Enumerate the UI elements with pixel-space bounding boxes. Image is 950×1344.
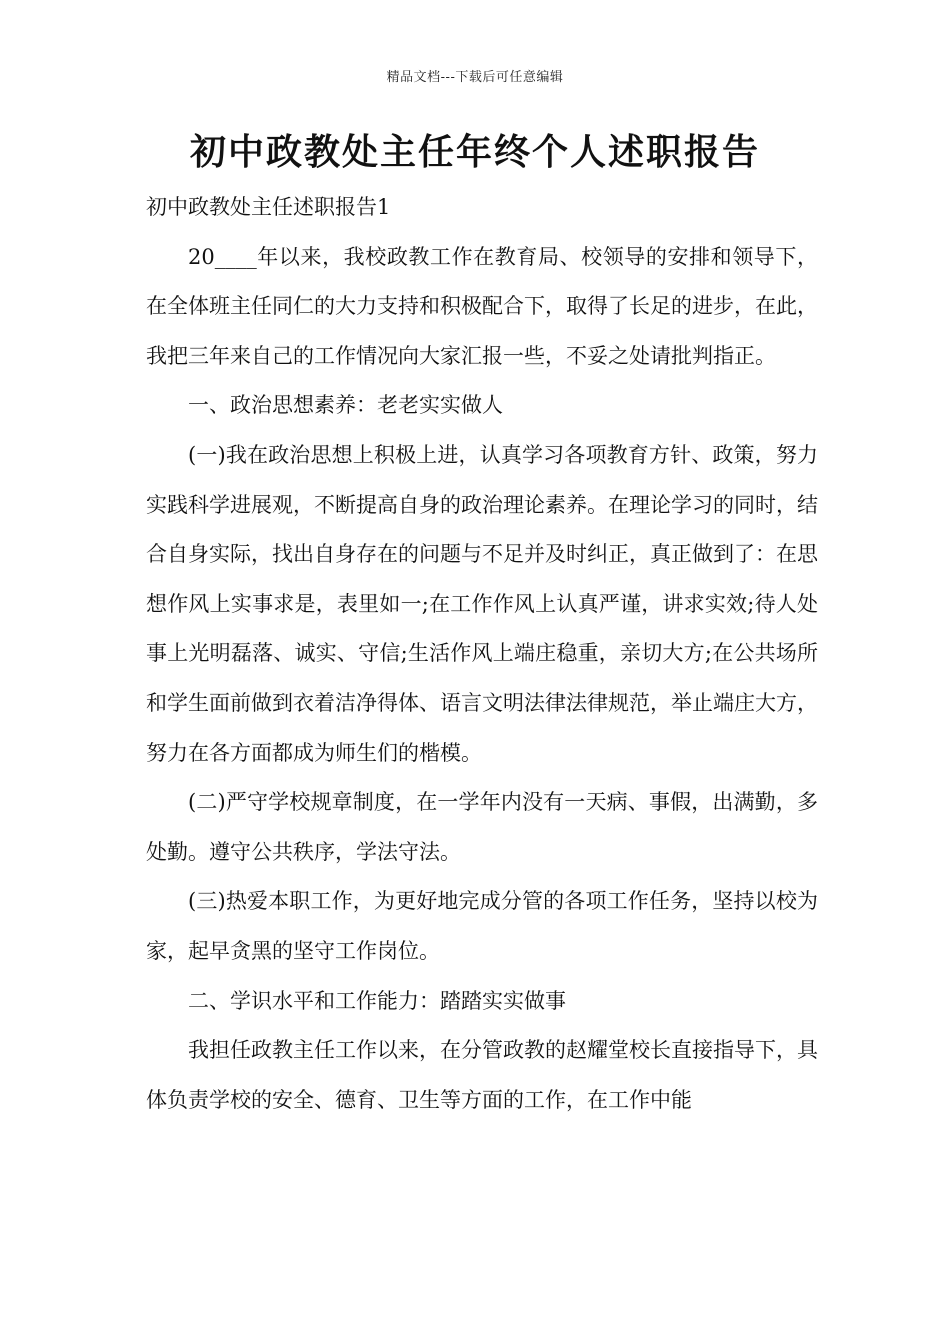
header-note: 精品文档---下载后可任意编辑 [386, 70, 564, 85]
paragraph-item-2: (二)严守学校规章制度，在一学年内没有一天病、事假，出满勤，多处勤。遵守公共秩序，学法守法。 [146, 790, 818, 864]
paragraph-work: 我担任政教主任工作以来，在分管政教的赵耀堂校长直接指导下，具体负责学校的安全、德育、卫生等方面的工作，在工作中能 [146, 1038, 818, 1112]
section-heading-2: 二、学识水平和工作能力：踏踏实实做事 [188, 988, 566, 1013]
section-heading-1: 一、政治思想素养：老老实实做人 [188, 393, 503, 418]
report-subtitle: 初中政教处主任述职报告1 [146, 195, 391, 219]
paragraph-item-3: (三)热爱本职工作，为更好地完成分管的各项工作任务，坚持以校为家，起早贪黑的坚守工作岗位。 [146, 889, 818, 963]
paragraph-intro: 20____年以来，我校政教工作在教育局、校领导的安排和领导下，在全体班主任同仁的大力支持和积极配合下，取得了长足的进步，在此，我把三年来自己的工作情况向大家汇报一些，不妥之处请批判指正。 [146, 244, 818, 368]
paragraph-item-1: (一)我在政治思想上积极上进，认真学习各项教育方针、政策，努力实践科学进展观，不断提高自身的政治理论素养。在理论学习的同时，结合自身实际，找出自身存在的问题与不足并及时纠正，真正做到了：在思想作风上实事求是，表里如一;在工作作风上认真严谨，讲求实效;待人处事上光明磊落、诚实、守信;生活作风上端庄稳重，亲切大方;在公共场所和学生面前做到衣着洁净得体、语言文明法律法律规范，举止端庄大方，努力在各方面都成为师生们的楷模。 [146, 442, 818, 765]
document-title: 初中政教处主任年终个人述职报告 [189, 131, 760, 173]
document-body [146, 183, 818, 1125]
